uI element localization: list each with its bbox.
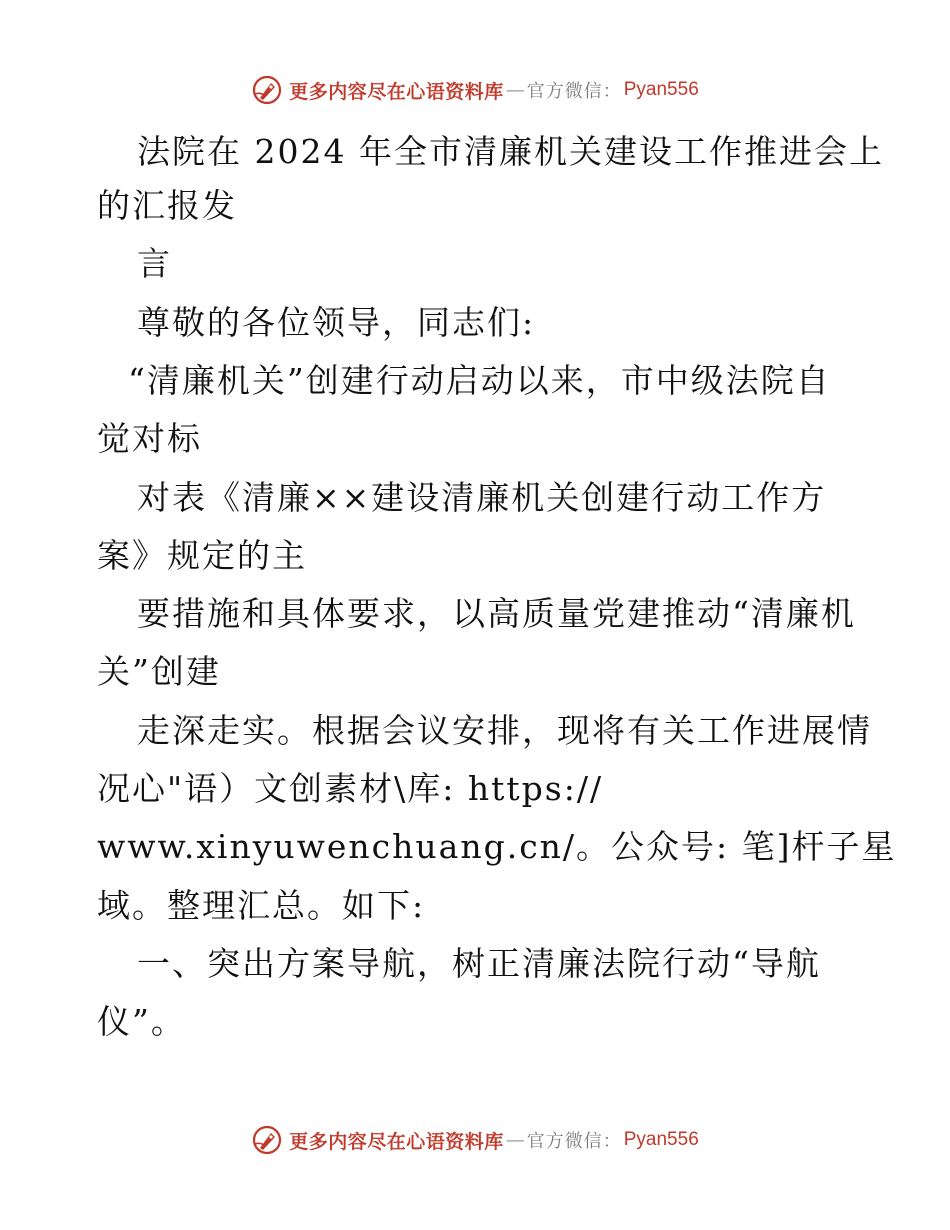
doc-line-section-heading-2: 仪”。 (97, 1002, 186, 1041)
doc-line-para2-2: 案》规定的主 (97, 536, 307, 575)
footer-wechat-id: Pyan556 (623, 1129, 699, 1150)
doc-line-para4-3: www.xinyuwenchuang.cn/。公众号: 笔]杆子星 (97, 827, 897, 866)
doc-line-para4-1: 走深走实。根据会议安排，现将有关工作进展情 (137, 711, 872, 750)
doc-line-title-2: 的汇报发 (97, 186, 237, 225)
doc-line-para2-1: 对表《清廉××建设清廉机关创建行动工作方 (137, 478, 827, 517)
footer-dash: — (505, 1129, 525, 1151)
footer-banner (0, 1120, 950, 1160)
pen-nib-logo-icon (251, 74, 283, 106)
doc-line-para4-2: 况心"语）文创素材\库: https:// (97, 769, 604, 808)
banner-site-text: 更多内容尽在心语资料库 (289, 80, 504, 103)
header-banner (0, 70, 950, 110)
banner-dash: — (505, 79, 525, 101)
banner-official-label: 官方微信： (526, 81, 622, 102)
doc-line-title-3: 言 (137, 244, 172, 283)
footer-official-label: 官方微信： (526, 1131, 622, 1152)
banner-wechat-id: Pyan556 (623, 79, 699, 100)
doc-line-para3-2: 关”创建 (97, 652, 221, 691)
pen-nib-logo-icon (251, 1124, 283, 1156)
doc-line-para1-2: 觉对标 (97, 419, 202, 458)
doc-line-section-heading-1: 一、突出方案导航，树正清廉法院行动“导航 (137, 944, 821, 983)
doc-line-salutation: 尊敬的各位领导，同志们: (137, 303, 536, 342)
footer-site-text: 更多内容尽在心语资料库 (289, 1130, 504, 1153)
doc-line-para4-4: 域。整理汇总。如下: (97, 886, 426, 925)
doc-line-para1-1: “清廉机关”创建行动启动以来，市中级法院自 (128, 361, 831, 400)
doc-line-title-1: 法院在 2024 年全市清廉机关建设工作推进会上 (137, 132, 884, 171)
doc-line-para3-1: 要措施和具体要求，以高质量党建推动“清廉机 (137, 594, 856, 633)
